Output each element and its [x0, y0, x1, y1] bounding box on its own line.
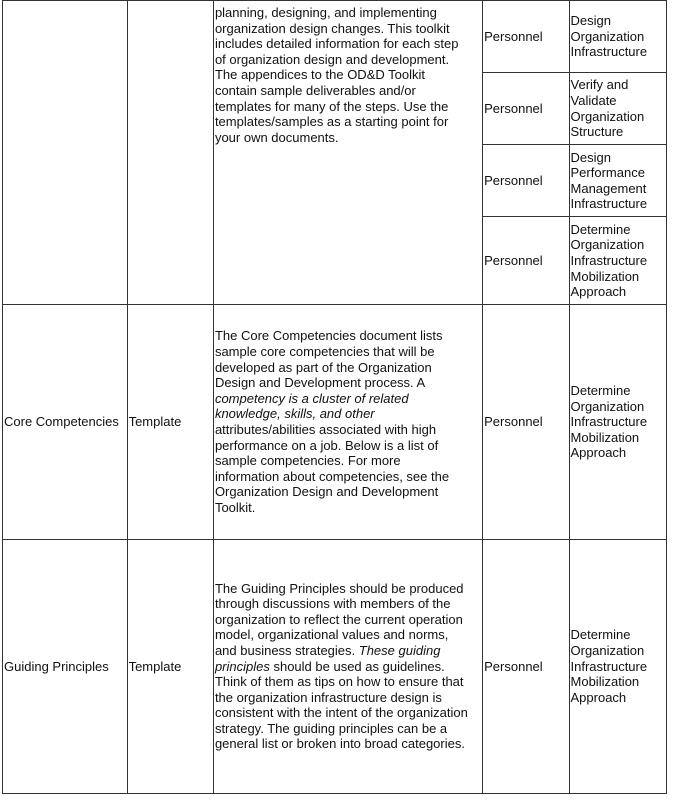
- deliverable-name: Guiding Principles: [3, 539, 128, 793]
- description-emphasis: competency is a cluster of related knowledge, skills, and other: [214, 390, 409, 422]
- description-text: should be used as guidelines. Think of them as tips on how to ensure that the organization infrastructure design is consistent with the intent of the organization strategy. The guiding principles can be a general list or broken into broad categories.: [214, 658, 468, 752]
- deliverable-type: Template: [127, 539, 213, 793]
- deliverable-description: planning, designing, and implementing organization design changes. This toolkit includes detailed information for each step of organization design and development. The appendices to the OD&D Toolkit contain sample deliverables and/or templates for many of the steps. Use the templates/samples as a starting point for your own documents.: [213, 1, 482, 305]
- deliverables-table: [2, 0, 667, 794]
- description-text: The Core Competencies document lists sample core competencies that will be developed as part of the Organization Design and Development process. A: [214, 328, 443, 391]
- audience-cell: Personnel: [483, 1, 569, 73]
- table-row: [3, 305, 667, 539]
- audience-cell: Personnel: [483, 145, 569, 217]
- deliverable-name: Core Competencies: [3, 305, 128, 539]
- deliverable-description: [213, 539, 482, 793]
- description-text: The Guiding Principles should be produced through discussions with members of the organization to reflect the current operation model, organizational values and norms, and business strategies.: [214, 580, 464, 658]
- description-emphasis: These guiding principles: [214, 642, 441, 674]
- deliverable-type-cell: [127, 1, 213, 305]
- audience-cell: Personnel: [483, 539, 569, 793]
- audience-cell: Personnel: [483, 305, 569, 539]
- table-row: [3, 539, 667, 793]
- phase-cell: Determine Organization Infrastructure Mobilization Approach: [569, 217, 666, 305]
- phase-cell: Determine Organization Infrastructure Mobilization Approach: [569, 539, 666, 793]
- phase-cell: Design Organization Infrastructure: [569, 1, 666, 73]
- table-row: [3, 1, 667, 73]
- phase-cell: Design Performance Management Infrastructure: [569, 145, 666, 217]
- audience-cell: Personnel: [483, 217, 569, 305]
- phase-cell: Verify and Validate Organization Structure: [569, 73, 666, 145]
- audience-cell: Personnel: [483, 73, 569, 145]
- deliverable-type: Template: [127, 305, 213, 539]
- deliverable-name-cell: [3, 1, 128, 305]
- description-text: attributes/abilities associated with high performance on a job. Below is a list of sample competencies. For more information about competencies, see the Organization Design and Development Toolkit.: [214, 421, 450, 515]
- phase-cell: Determine Organization Infrastructure Mobilization Approach: [569, 305, 666, 539]
- deliverable-description: [213, 305, 482, 539]
